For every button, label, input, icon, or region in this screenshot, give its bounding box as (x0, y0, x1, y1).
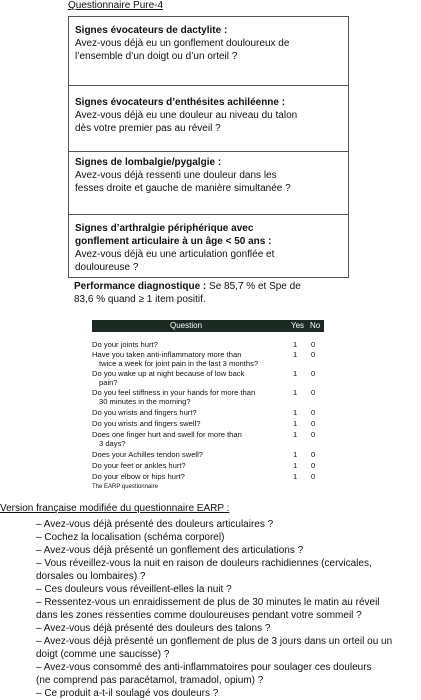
section-line: dès votre premier pas au réveil ? (75, 123, 221, 134)
row-no: 0 (311, 350, 316, 359)
section-line: Avez-vous déjà eu un gonflement douloureux de (75, 38, 290, 49)
earp-caption: The EARP questionnaire (92, 484, 158, 490)
section-heading: Signes évocateurs de dactylite : (75, 25, 228, 36)
french-line: – Vous réveillez-vous la nuit en raison de douleurs rachidiennes (cervicales, (36, 558, 372, 569)
section-dactylite (75, 24, 344, 63)
performance-label: Performance diagnostique : (74, 281, 207, 292)
row-no: 0 (311, 340, 316, 349)
row-question: Do you wrists and fingers hurt? (92, 408, 197, 417)
french-line: – Ressentez-vous un enraidissement de plus de 30 minutes le matin au réveil (36, 597, 380, 608)
section-line: l’ensemble d’un doigt ou d’un orteil ? (75, 51, 238, 62)
french-line: doigt (comme une saucisse) ? (36, 649, 170, 660)
row-question: Have you taken anti-inflammatory more than twice a week for joint pain in the last 3 months? (92, 350, 259, 368)
french-title: Version française modifiée du questionnaire EARP : (0, 503, 230, 514)
divider (69, 85, 348, 86)
row-question: Do your elbow or hips hurt? (92, 472, 185, 481)
row-yes: 1 (293, 340, 298, 349)
section-heading-2: gonflement articulaire à un âge < 50 ans : (75, 236, 272, 247)
pure4-title: Questionnaire Pure-4 (68, 0, 164, 11)
row-no: 0 (311, 388, 316, 397)
french-line: – Avez-vous déjà présenté des douleurs des talons ? (36, 623, 271, 634)
french-line: – Ce produit a-t-il soulagé vos douleurs ? (36, 688, 219, 699)
french-line: – Cochez la localisation (schéma corporel) (36, 532, 225, 543)
performance-value: Se 85,7 % et Spe de (206, 281, 301, 292)
row-no: 0 (311, 419, 316, 428)
section-line: Avez-vous déjà eu une articulation gonflée et (75, 249, 275, 260)
section-enthesite (75, 96, 344, 135)
french-line: – Avez-vous déjà présenté un gonflement de plus de 3 jours dans un orteil ou un (36, 636, 393, 647)
french-line: – Avez-vous déjà présenté un gonflement des articulations ? (36, 545, 304, 556)
divider (69, 151, 348, 152)
row-yes: 1 (293, 430, 298, 439)
section-heading: Signes de lombalgie/pygalgie : (75, 157, 222, 168)
section-line: fesses droite et gauche de manière simultanée ? (75, 183, 291, 194)
row-yes: 1 (293, 461, 298, 470)
row-no: 0 (311, 461, 316, 470)
header-yes: Yes (291, 321, 305, 330)
french-line: (ne comprend pas paracétamol, tramadol, opium) ? (36, 675, 264, 686)
section-arthralgie (75, 222, 344, 274)
row-yes: 1 (293, 419, 298, 428)
performance (74, 280, 344, 306)
row-no: 0 (311, 430, 316, 439)
performance-value-2: 83,6 % quand ≥ 1 item positif. (74, 294, 206, 305)
section-line: Avez-vous déjà ressenti une douleur dans les (75, 170, 277, 181)
section-heading: Signes évocateurs d’enthésites achiléenne : (75, 97, 286, 108)
section-heading: Signes d’arthralgie périphérique avec (75, 223, 254, 234)
french-line: – Avez-vous consommé des anti-inflammatoires pour soulager ces douleurs (36, 662, 372, 673)
earp-table (92, 320, 324, 481)
row-question: Do your feet or ankles hurt? (92, 461, 186, 470)
row-yes: 1 (293, 450, 298, 459)
header-no: No (310, 321, 321, 330)
header-question: Question (170, 321, 203, 330)
french-line: dans les zones ressenties comme douloureuses pendant votre sommeil ? (36, 610, 362, 621)
row-no: 0 (311, 450, 316, 459)
row-no: 0 (311, 408, 316, 417)
row-question: Do your joints hurt? (92, 340, 158, 349)
row-yes: 1 (293, 369, 298, 378)
french-line: – Ces douleurs vous réveillent-elles la nuit ? (36, 584, 232, 595)
section-lombalgie (75, 156, 344, 195)
row-yes: 1 (293, 388, 298, 397)
row-yes: 1 (293, 408, 298, 417)
row-no: 0 (311, 472, 316, 481)
french-line: dorsales ou lombaires) ? (36, 571, 146, 582)
row-no: 0 (311, 369, 316, 378)
section-line: douloureuse ? (75, 262, 139, 273)
row-question: Do you feel stiffness in your hands for more than 30 minutes in the morning? (92, 388, 256, 406)
earp-header (92, 320, 324, 332)
row-question: Do you wrists and fingers swell? (92, 419, 201, 428)
french-line: – Avez-vous déjà présenté des douleurs articulaires ? (36, 519, 274, 530)
row-yes: 1 (293, 350, 298, 359)
row-yes: 1 (293, 472, 298, 481)
row-question: Does one finger hurt and swell for more than 3 days? (92, 430, 242, 448)
row-question: Do you wake up at night because of low back pain? (92, 369, 245, 387)
row-question: Does your Achilles tendon swell? (92, 450, 204, 459)
divider (69, 214, 348, 215)
section-line: Avez-vous déjà eu une douleur au niveau du talon (75, 110, 298, 121)
pure4-box (68, 16, 349, 278)
